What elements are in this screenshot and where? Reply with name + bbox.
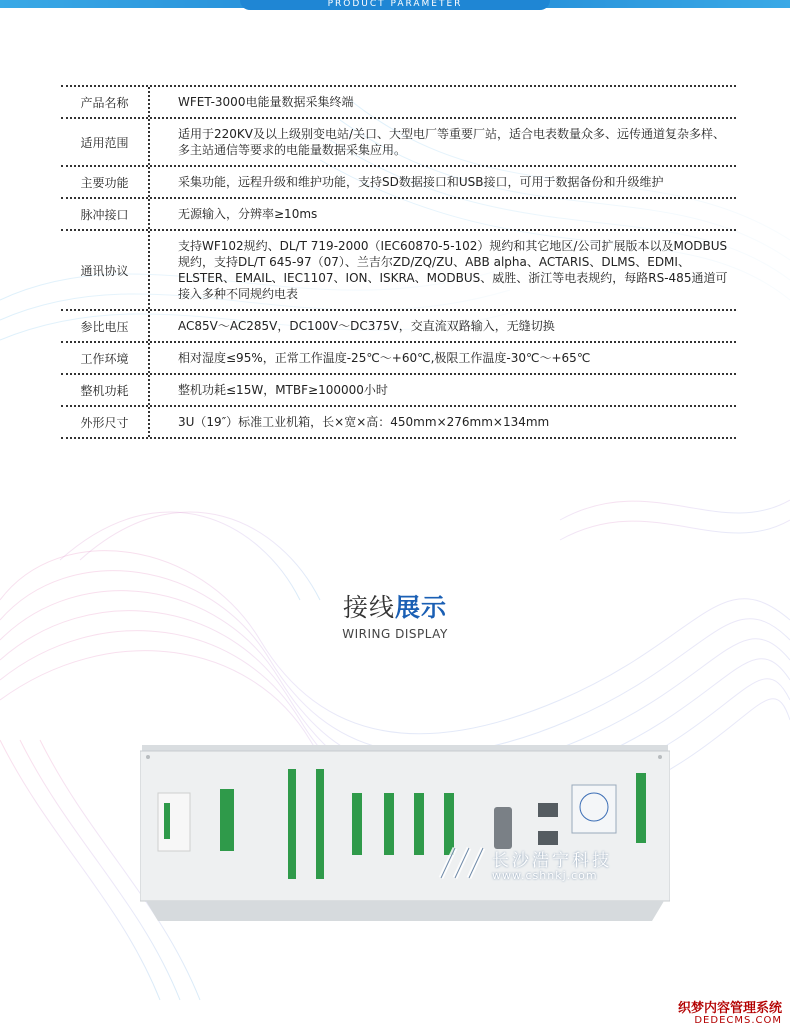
param-value: 整机功耗≤15W，MTBF≥100000小时 <box>178 383 388 397</box>
company-watermark: 长沙浩宁科技 <box>492 851 612 871</box>
banner-title: PRODUCT PARAMETER <box>240 0 550 10</box>
param-label: 整机功耗 <box>61 375 150 405</box>
param-value: 适用于220KV及以上级别变电站/关口、大型电厂等重要厂站，适合电表数量众多、远传通道复杂多样、多主站通信等要求的电能量数据采集应用。 <box>178 127 726 157</box>
company-url-watermark: www.cshnkj.com <box>492 869 598 882</box>
param-label: 产品名称 <box>61 87 150 117</box>
section-subtitle: WIRING DISPLAY <box>342 627 448 641</box>
param-row <box>61 341 736 373</box>
param-value: 采集功能，远程升级和维护功能，支持SD数据接口和USB接口，可用于数据备份和升级维护 <box>178 175 664 189</box>
param-row <box>61 117 736 165</box>
param-label: 外形尺寸 <box>61 407 150 437</box>
param-value: 支持WF102规约、DL/T 719-2000（IEC60870-5-102）规约和其它地区/公司扩展版本以及MODBUS规约，支持DL/T 645-97（07）、兰吉尔ZD/ZQ/ZU、ABB alpha、ACTARIS、DLMS、EDMI、ELSTER、EMAIL、IEC1107、ION、ISKRA、MODBUS、威胜、浙江等电表规约，每路RS-485通道可接入多种不同规约电表 <box>178 239 728 301</box>
cms-watermark: 织梦内容管理系统 <box>677 1001 782 1016</box>
param-row <box>61 197 736 229</box>
param-row <box>61 165 736 197</box>
param-value: WFET-3000电能量数据采集终端 <box>178 95 354 109</box>
param-value: 3U（19″）标准工业机箱，长×宽×高：450mm×276mm×134mm <box>178 415 550 429</box>
param-row <box>61 85 736 117</box>
param-value: 相对湿度≤95%，正常工作温度-25℃～+60℃,极限工作温度-30℃～+65℃ <box>178 351 591 365</box>
parameter-table <box>61 85 736 439</box>
param-label: 适用范围 <box>61 119 150 165</box>
param-label: 参比电压 <box>61 311 150 341</box>
param-row <box>61 405 736 439</box>
section-title <box>0 588 790 624</box>
cms-watermark-url: DEDECMS.COM <box>694 1015 782 1026</box>
param-label: 脉冲接口 <box>61 199 150 229</box>
param-value: 无源输入，分辨率≥10ms <box>178 207 318 221</box>
param-label: 通讯协议 <box>61 231 150 309</box>
param-row <box>61 229 736 309</box>
logo-icon <box>437 842 489 884</box>
param-value: AC85V～AC285V，DC100V～DC375V，交直流双路输入，无缝切换 <box>178 319 555 333</box>
param-label: 工作环境 <box>61 343 150 373</box>
device-image <box>140 745 670 930</box>
param-row <box>61 373 736 405</box>
param-label: 主要功能 <box>61 167 150 197</box>
section-title-main: 接线 <box>342 593 395 622</box>
param-row <box>61 309 736 341</box>
section-title-accent: 展示 <box>395 593 448 622</box>
